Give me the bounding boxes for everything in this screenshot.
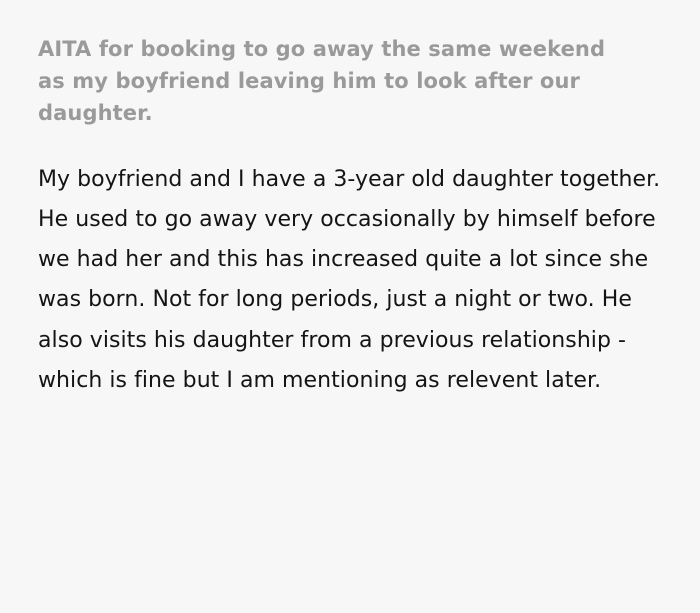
post-title: AITA for booking to go away the same weekend as my boyfriend leaving him to look after our daughter.	[38, 37, 606, 125]
post-body-text: My boyfriend and I have a 3-year old daughter together. He used to go away very occasionally by himself before we had her and this has increased quite a lot since she was born. Not for long periods, just a night or two. He also visits his daughter from a previous relationship - which is fine but I am mentioning as relevent later.	[38, 166, 661, 393]
